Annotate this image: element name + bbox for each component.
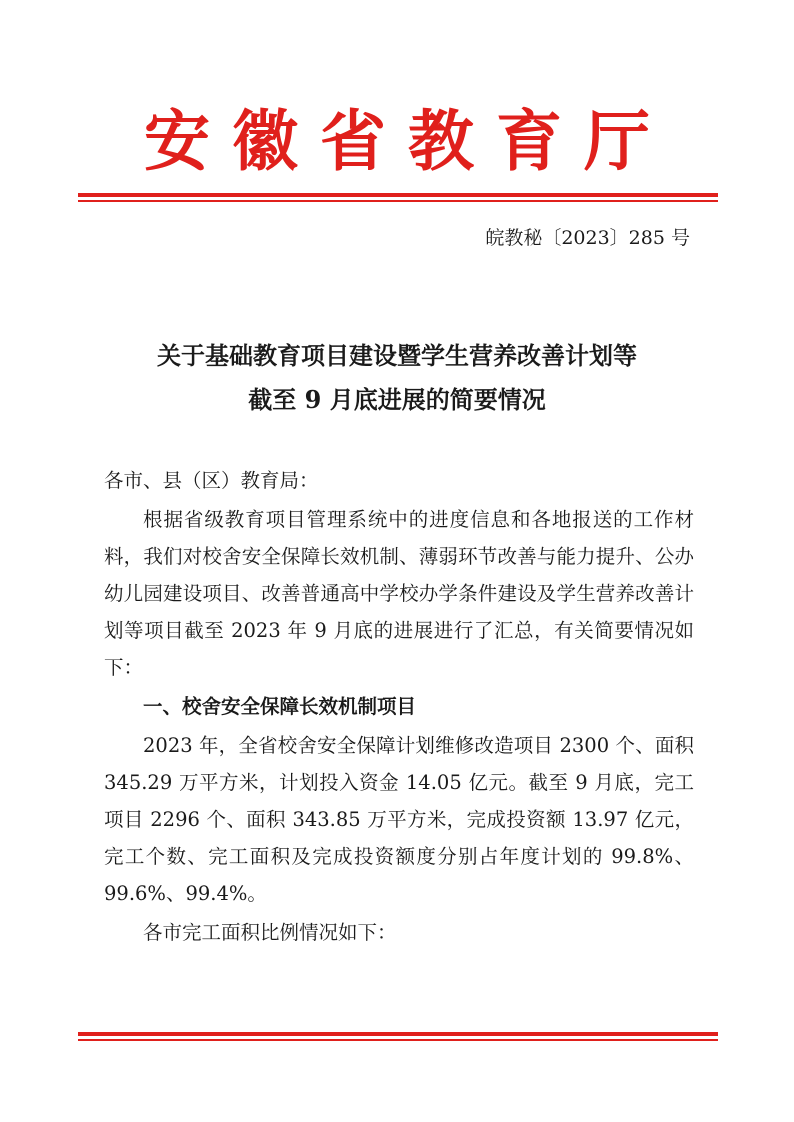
issuing-authority-masthead: 安徽省教育厅 bbox=[144, 103, 672, 180]
intro-paragraph: 根据省级教育项目管理系统中的进度信息和各地报送的工作材料，我们对校舍安全保障长效机制、薄弱环节改善与能力提升、公办幼儿园建设项目、改善普通高中学校办学条件建设及学生营养改善计划等项目截至 2023 年 9 月底的进展进行了汇总，有关简要情况如下： bbox=[104, 508, 694, 679]
document-title bbox=[0, 334, 794, 422]
footer-red-rule bbox=[78, 1032, 718, 1041]
section-1-lead-in: 各市完工面积比例情况如下： bbox=[143, 921, 397, 944]
salutation: 各市、县（区）教育局： bbox=[104, 469, 319, 492]
section-1-heading: 一、校舍安全保障长效机制项目 bbox=[143, 695, 417, 718]
document-body bbox=[104, 462, 694, 951]
section-1-paragraph: 2023 年，全省校舍安全保障计划维修改造项目 2300 个、面积 345.29 万平方米，计划投入资金 14.05 亿元。截至 9 月底，完工项目 2296 个、面积 343.85 万平方米，完成投资额 13.97 亿元，完工个数、完工面积及完成投资额度分别占年度计划的 99.8%、99.6%、99.4%。 bbox=[104, 734, 694, 905]
masthead-red-rule bbox=[78, 193, 718, 202]
document-title-line-2: 截至 9 月底进展的简要情况 bbox=[248, 385, 546, 414]
document-title-line-1: 关于基础教育项目建设暨学生营养改善计划等 bbox=[157, 341, 637, 370]
document-number: 皖教秘〔2023〕285 号 bbox=[485, 227, 690, 249]
